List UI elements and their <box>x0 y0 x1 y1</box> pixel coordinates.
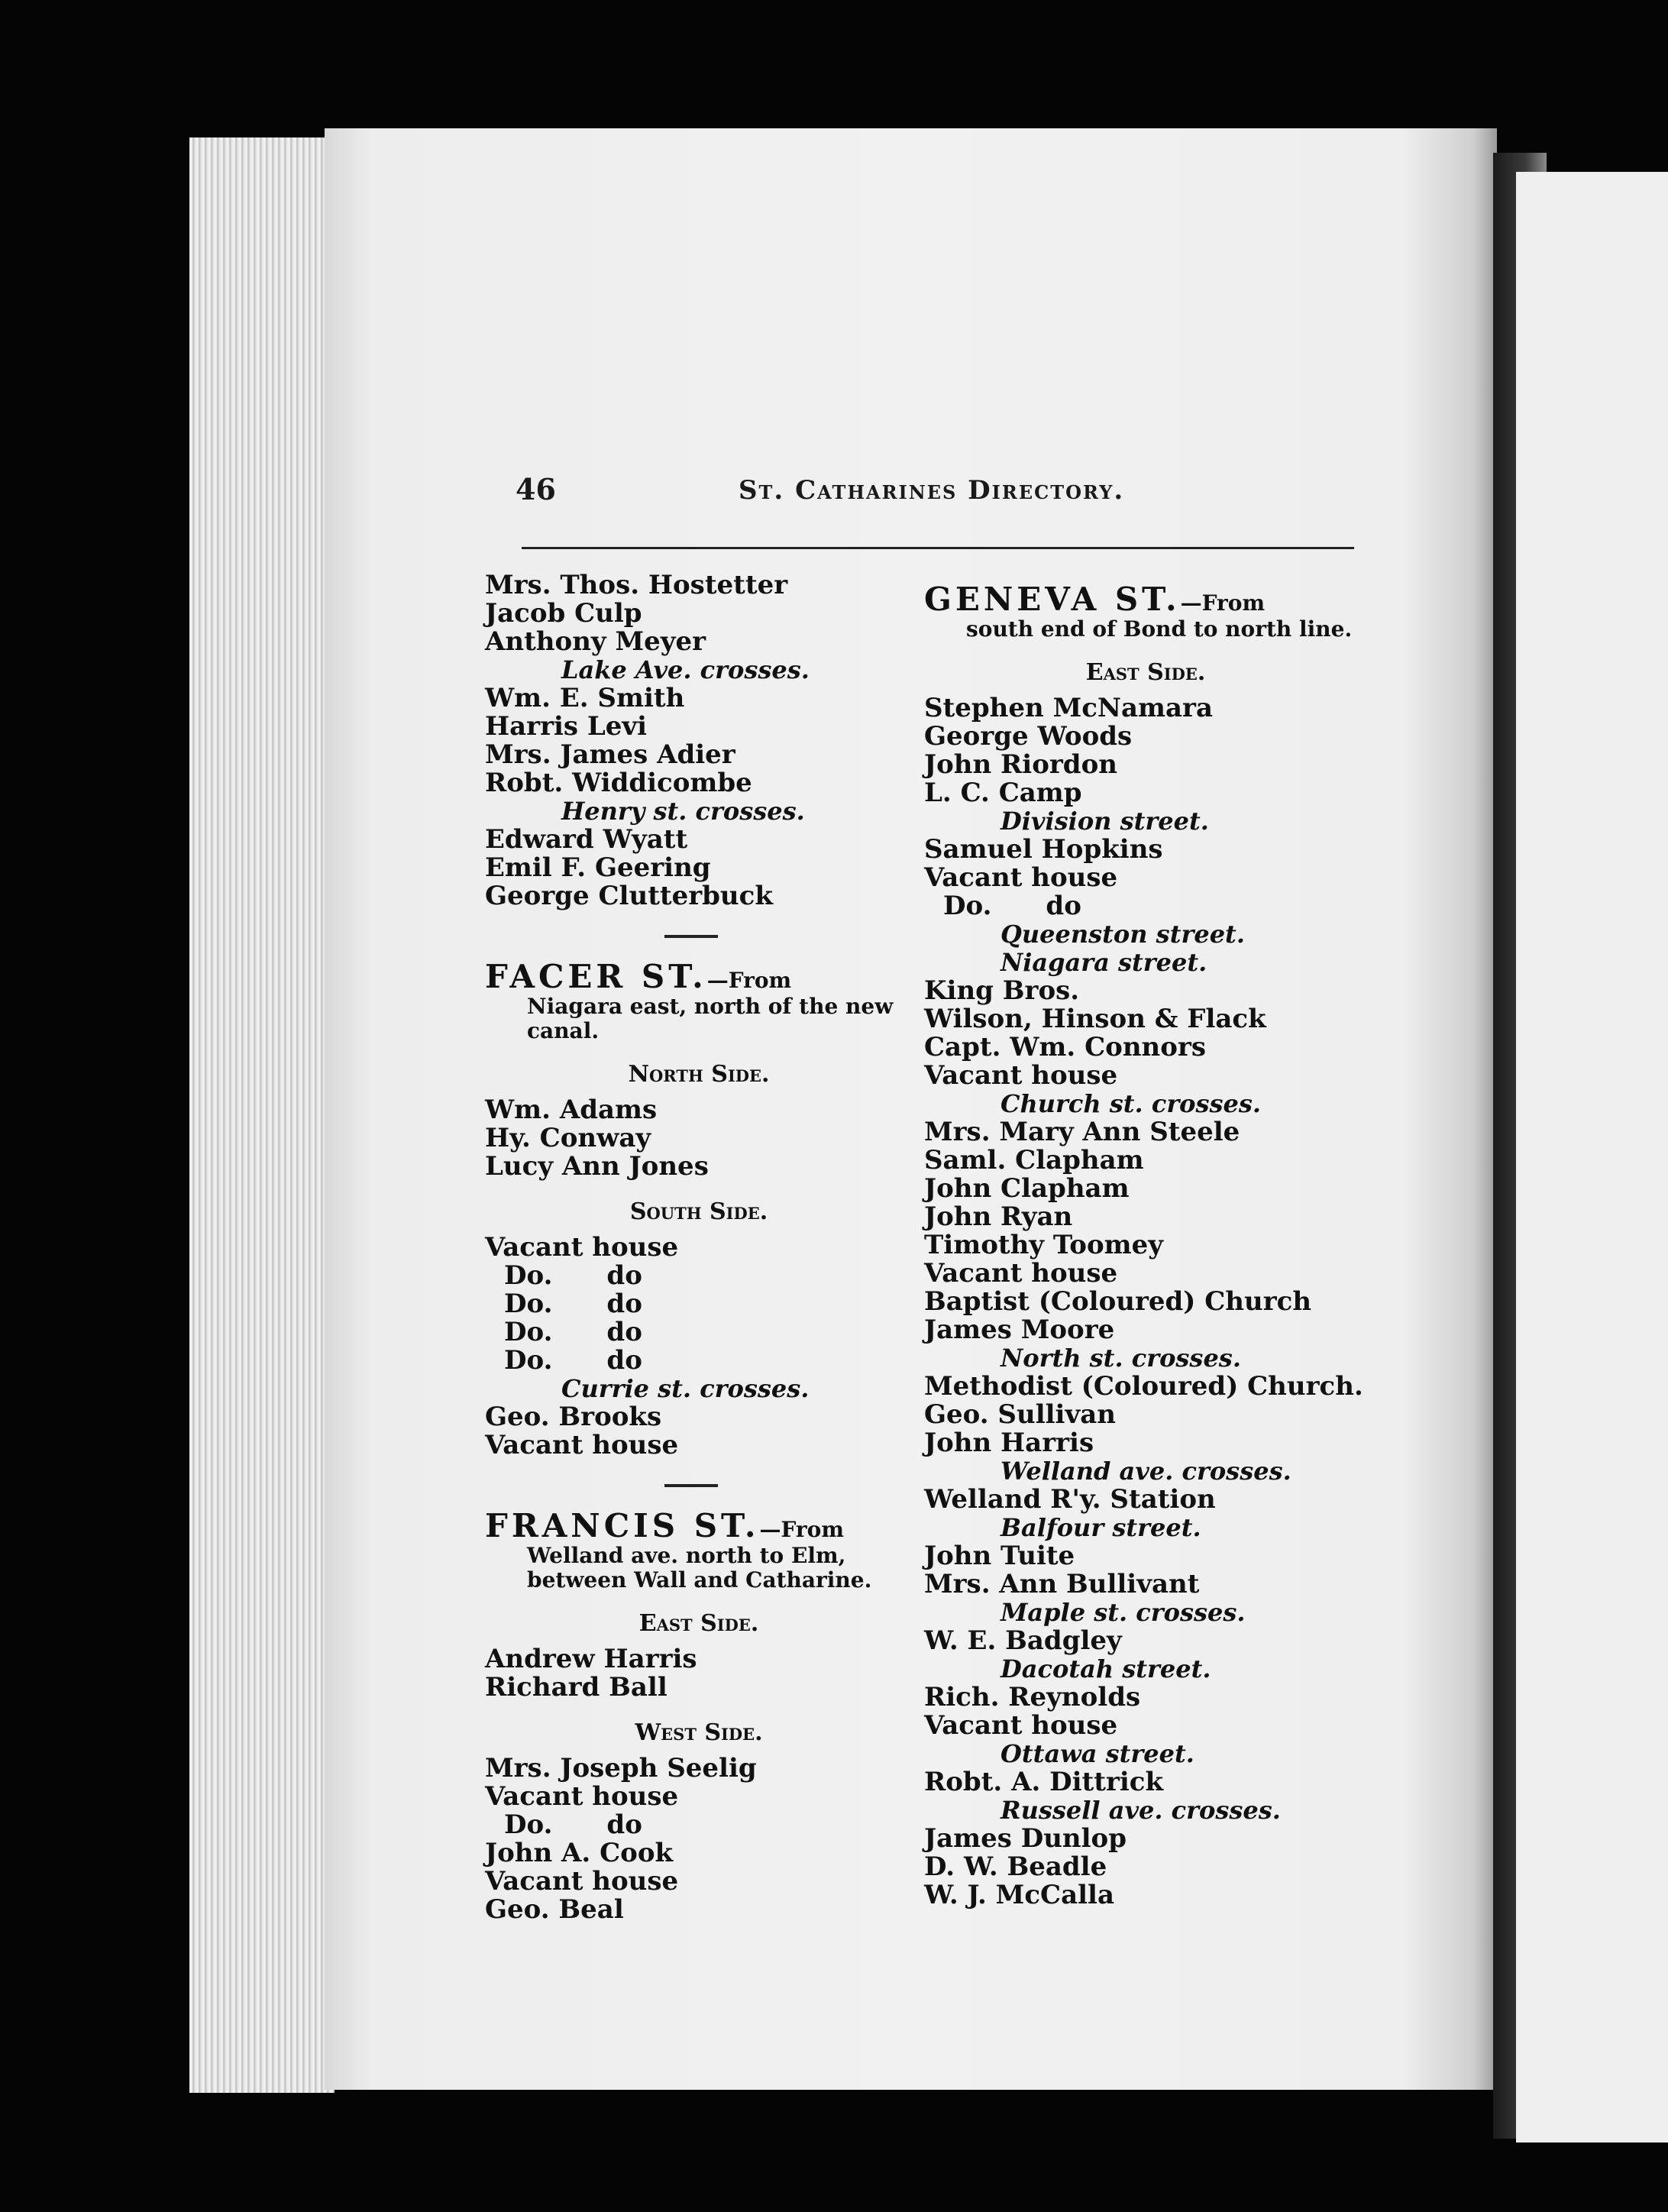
street-description: between Wall and Catharine. <box>527 1567 872 1593</box>
cross-street: Maple st. crosses. <box>1000 1598 1246 1627</box>
cross-street: Division street. <box>1000 807 1209 836</box>
cross-street: Balfour street. <box>1000 1513 1201 1542</box>
resident-entry: Vacant house <box>924 1258 1118 1289</box>
resident-entry: Mrs. Mary Ann Steele <box>924 1117 1240 1147</box>
street-name: FRANCIS ST. <box>485 1507 760 1544</box>
side-label: East Side. <box>1085 659 1206 686</box>
resident-entry: Mrs. Ann Bullivant <box>924 1569 1200 1599</box>
page-header <box>325 472 1497 518</box>
resident-entry: John Clapham <box>924 1173 1130 1204</box>
resident-entry: George Woods <box>924 721 1133 752</box>
resident-entry: Harris Levi <box>485 711 648 742</box>
resident-entry: Andrew Harris <box>485 1644 697 1674</box>
cross-street: Currie st. crosses. <box>561 1374 810 1403</box>
resident-entry: James Moore <box>924 1315 1115 1345</box>
right-column <box>924 571 1367 1910</box>
resident-entry: Vacant house <box>485 1430 679 1460</box>
resident-entry: Vacant house <box>924 1060 1118 1091</box>
resident-entry: John Ryan <box>924 1201 1073 1232</box>
resident-entry: Vacant house <box>485 1232 679 1263</box>
street-heading <box>924 580 1367 618</box>
resident-entry: Wm. E. Smith <box>485 683 685 713</box>
street-heading <box>485 958 913 995</box>
resident-entry: Hy. Conway <box>485 1123 651 1153</box>
next-page-edge <box>1516 172 1668 2142</box>
street-description: Niagara east, north of the new <box>527 994 894 1019</box>
side-label: North Side. <box>628 1061 770 1088</box>
resident-entry: Edward Wyatt <box>485 824 688 855</box>
resident-entry: Samuel Hopkins <box>924 834 1163 865</box>
resident-entry: W. J. McCalla <box>924 1880 1114 1910</box>
left-column <box>485 571 913 1924</box>
ditto-entry: Do. do <box>504 1260 642 1291</box>
book-page <box>325 128 1497 2090</box>
resident-entry: John Riordon <box>924 749 1117 780</box>
cross-street: Henry st. crosses. <box>561 797 805 826</box>
section-divider <box>664 935 718 938</box>
resident-entry: John Tuite <box>924 1541 1075 1571</box>
street-name: FACER ST. <box>485 958 707 995</box>
resident-entry: Geo. Brooks <box>485 1402 662 1432</box>
cross-street: North st. crosses. <box>1000 1344 1241 1373</box>
resident-entry: Welland R'y. Station <box>924 1484 1216 1515</box>
resident-entry: Robt. A. Dittrick <box>924 1767 1164 1797</box>
ditto-entry: Do. do <box>504 1809 642 1840</box>
page-number: 46 <box>516 472 556 506</box>
resident-entry: John Harris <box>924 1428 1094 1458</box>
header-rule <box>522 547 1354 549</box>
running-title: St. Catharines Directory. <box>739 475 1125 506</box>
cross-street: Ottawa street. <box>1000 1739 1194 1768</box>
resident-entry: Baptist (Coloured) Church <box>924 1286 1312 1317</box>
resident-entry: Methodist (Coloured) Church. <box>924 1371 1363 1402</box>
resident-entry: Geo. Beal <box>485 1894 624 1925</box>
resident-entry: Anthony Meyer <box>485 626 706 657</box>
street-description-start: —From <box>759 1517 844 1542</box>
side-label: East Side. <box>638 1610 759 1637</box>
street-heading <box>485 1507 913 1544</box>
cross-street: Lake Ave. crosses. <box>561 655 810 684</box>
street-description: Welland ave. north to Elm, <box>527 1543 846 1568</box>
resident-entry: Wm. Adams <box>485 1095 658 1125</box>
cross-street: Niagara street. <box>1000 948 1207 977</box>
street-name: GENEVA ST. <box>924 580 1181 618</box>
section-divider <box>664 1484 718 1487</box>
cross-street: Queenston street. <box>1000 920 1245 949</box>
ditto-entry: Do. do <box>504 1345 642 1376</box>
resident-entry: Vacant house <box>924 1710 1118 1741</box>
cross-street: Welland ave. crosses. <box>1000 1457 1291 1486</box>
resident-entry: L. C. Camp <box>924 778 1082 808</box>
resident-entry: Rich. Reynolds <box>924 1682 1141 1712</box>
resident-entry: King Bros. <box>924 975 1080 1006</box>
street-description-start: —From <box>706 968 792 993</box>
street-description: south end of Bond to north line. <box>966 616 1353 642</box>
resident-entry: Richard Ball <box>485 1672 668 1703</box>
ditto-entry: Do. do <box>504 1289 642 1319</box>
street-description-start: —From <box>1180 590 1266 616</box>
resident-entry: Vacant house <box>485 1866 679 1897</box>
resident-entry: Wilson, Hinson & Flack <box>924 1004 1266 1034</box>
resident-entry: James Dunlop <box>924 1823 1127 1854</box>
resident-entry: W. E. Badgley <box>924 1625 1122 1656</box>
resident-entry: Mrs. Thos. Hostetter <box>485 570 788 600</box>
resident-entry: Mrs. Joseph Seelig <box>485 1753 757 1784</box>
resident-entry: Emil F. Geering <box>485 852 711 883</box>
side-label: South Side. <box>629 1198 768 1225</box>
resident-entry: Stephen McNamara <box>924 693 1213 723</box>
page-stack-edges <box>189 137 335 2093</box>
cross-street: Church st. crosses. <box>1000 1089 1262 1118</box>
cross-street: Russell ave. crosses. <box>1000 1796 1281 1825</box>
resident-entry: Geo. Sullivan <box>924 1399 1116 1430</box>
resident-entry: Timothy Toomey <box>924 1230 1164 1260</box>
resident-entry: D. W. Beadle <box>924 1851 1107 1882</box>
ditto-entry: Do. do <box>504 1317 642 1347</box>
resident-entry: Jacob Culp <box>485 598 642 629</box>
street-description: canal. <box>527 1018 600 1043</box>
resident-entry: Capt. Wm. Connors <box>924 1032 1206 1062</box>
resident-entry: George Clutterbuck <box>485 881 773 911</box>
side-label: West Side. <box>635 1719 763 1746</box>
resident-entry: Mrs. James Adier <box>485 739 735 770</box>
resident-entry: Lucy Ann Jones <box>485 1151 709 1182</box>
resident-entry: Vacant house <box>485 1781 679 1812</box>
resident-entry: John A. Cook <box>485 1838 674 1868</box>
cross-street: Dacotah street. <box>1000 1654 1211 1683</box>
resident-entry: Saml. Clapham <box>924 1145 1144 1176</box>
resident-entry: Robt. Widdicombe <box>485 768 752 798</box>
ditto-entry: Do. do <box>943 891 1081 921</box>
resident-entry: Vacant house <box>924 862 1118 893</box>
